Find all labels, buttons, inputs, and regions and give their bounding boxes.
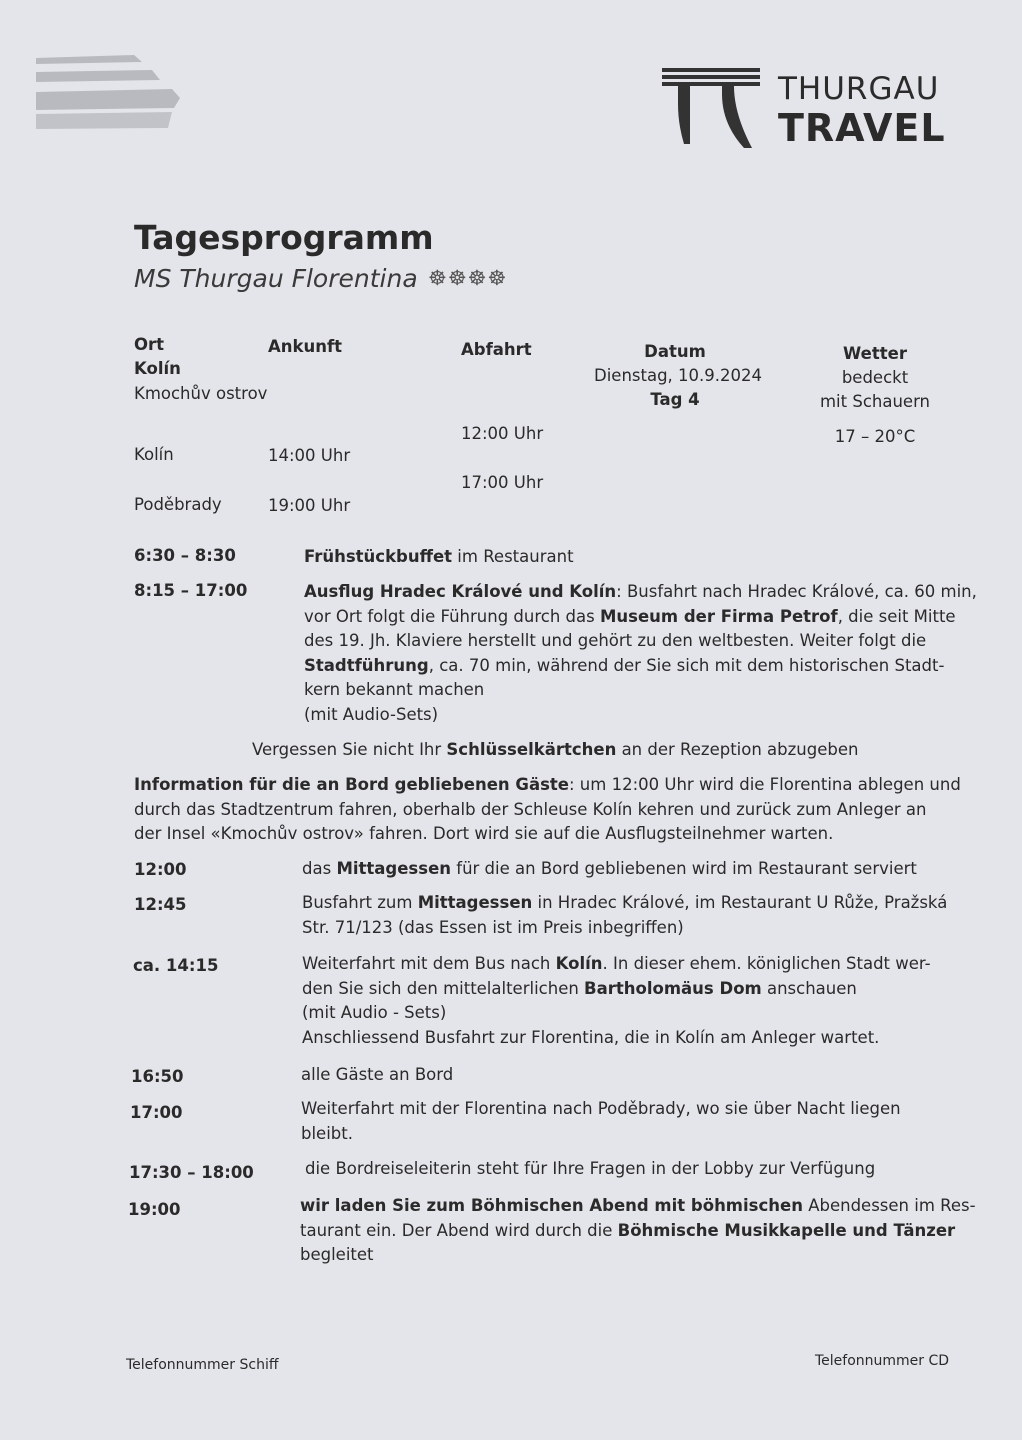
reminder-text: Vergessen Sie nicht Ihr [252, 740, 447, 759]
schedule-time: 17:30 – 18:00 [129, 1163, 254, 1182]
schedule-highlight: Ausflug Hradec Králové und Kolín [304, 582, 617, 601]
schedule-text: bleibt. [301, 1123, 353, 1143]
schedule-time: ca. 14:15 [133, 956, 219, 975]
info-heading: Information für die an Bord gebliebenen Gäste [134, 775, 569, 794]
schedule-description [302, 952, 931, 1050]
reminder-text: an der Rezeption abzugeben [616, 740, 859, 759]
brand-name [778, 71, 946, 150]
schedule-time: 8:15 – 17:00 [134, 581, 248, 600]
schedule-text: (mit Audio - Sets) [302, 1003, 447, 1022]
schedule-text: anschauen [761, 978, 857, 998]
schedule-text: . In dieser ehem. königlichen Stadt wer- [602, 954, 931, 973]
schedule-text: die Bordreiseleiterin steht für Ihre Fragen in der Lobby zur Verfügung [305, 1159, 876, 1178]
wetter-line-2: mit Schauern [819, 392, 931, 411]
brand-line-2: TRAVEL [778, 106, 946, 150]
schedule-time: 19:00 [128, 1200, 181, 1219]
schedule-description [302, 857, 917, 882]
ort-cell: Kmochův ostrov [134, 384, 268, 403]
schedule-time: 12:00 [134, 860, 187, 879]
schedule-text: Busfahrt zum [302, 893, 418, 912]
schedule-highlight: Mittagessen [336, 859, 452, 878]
schedule-text: taurant ein. Der Abend wird durch die [300, 1220, 618, 1240]
thurgau-travel-logo-icon [660, 64, 770, 150]
ship-name: MS Thurgau Florentina [134, 264, 418, 293]
schedule-text: Anschliessend Busfahrt zur Florentina, die in Kolín am Anleger wartet. [302, 1027, 880, 1047]
schedule-text: des 19. Jh. Klaviere herstellt und gehört zu den weltbesten. Weiter folgt die [304, 631, 927, 650]
keycard-reminder [252, 738, 858, 763]
ort-cell: Kolín [134, 445, 174, 464]
schedule-description [302, 891, 947, 940]
info-text: durch das Stadtzentrum fahren, oberhalb der Schleuse Kolín kehren und zurück zum Anleger an [134, 799, 927, 819]
schedule-time: 16:50 [131, 1067, 184, 1086]
abfahrt-cell: 17:00 Uhr [461, 473, 544, 492]
schedule-time: 12:45 [134, 895, 187, 914]
schedule-text: in Hradec Králové, im Restaurant U Růže, Pražská [532, 893, 948, 912]
schedule-highlight: Stadtführung [304, 655, 429, 675]
header-datum: Datum [644, 342, 706, 361]
header-wetter: Wetter [843, 344, 907, 363]
info-text: : um 12:00 Uhr wird die Florentina ablegen und [569, 775, 961, 794]
schedule-text: : Busfahrt nach Hradec Králové, ca. 60 min, [616, 582, 977, 601]
schedule-highlight: Museum der Firma Petrof [599, 606, 838, 626]
header-abfahrt: Abfahrt [461, 340, 532, 359]
schedule-text: für die an Bord gebliebenen wird im Restaurant serviert [451, 859, 917, 878]
footer-phone-ship: Telefonnummer Schiff [126, 1357, 279, 1373]
schedule-text: Abendessen im Res- [802, 1196, 976, 1215]
schedule-description [304, 580, 977, 727]
ankunft-cell: 14:00 Uhr [268, 446, 351, 465]
schedule-description [304, 545, 574, 570]
schedule-time: 17:00 [130, 1103, 183, 1122]
schedule-text: Weiterfahrt mit der Florentina nach Poděbrady, wo sie über Nacht liegen [301, 1099, 901, 1118]
brand-line-1: THURGAU [778, 71, 940, 107]
tag-value: Tag 4 [650, 390, 700, 409]
datum-value: Dienstag, 10.9.2024 [594, 366, 763, 385]
schedule-description [300, 1194, 976, 1268]
wetter-line-1: bedeckt [841, 368, 909, 387]
schedule-description [301, 1097, 901, 1146]
schedule-text: (mit Audio-Sets) [304, 704, 439, 724]
page-title: Tagesprogramm [134, 218, 434, 257]
schedule-highlight: Böhmische Musikkapelle und Tänzer [617, 1220, 956, 1240]
schedule-highlight: Kolín [555, 954, 603, 973]
header-ort: Ort [134, 335, 165, 354]
ship-logo-icon [34, 52, 182, 132]
schedule-text: das [302, 859, 337, 878]
ort-cell: Kolín [134, 359, 181, 378]
schedule-text: den Sie sich den mittelalterlichen [302, 978, 585, 998]
footer-phone-cd: Telefonnummer CD [815, 1353, 950, 1369]
info-text: der Insel «Kmochův ostrov» fahren. Dort wird sie auf die Ausflugsteilnehmer warten. [134, 824, 834, 843]
schedule-text: Weiterfahrt mit dem Bus nach [302, 954, 556, 973]
schedule-highlight: Bartholomäus Dom [584, 978, 762, 998]
ort-cell: Poděbrady [134, 495, 222, 514]
ankunft-cell: 19:00 Uhr [268, 496, 351, 515]
header-ankunft: Ankunft [268, 337, 343, 356]
schedule-text: , die seit Mitte [837, 606, 956, 626]
schedule-text: vor Ort folgt die Führung durch das [304, 606, 600, 626]
schedule-text: , ca. 70 min, während der Sie sich mit dem historischen Stadt- [428, 655, 945, 675]
rating-stars-icon: ☸☸☸☸ [428, 266, 508, 290]
schedule-text: Str. 71/123 (das Essen ist im Preis inbegriffen) [302, 917, 684, 937]
schedule-text: kern bekannt machen [304, 680, 485, 699]
onboard-info [134, 773, 961, 847]
temperatur-value: 17 – 20°C [834, 427, 916, 446]
schedule-highlight: wir laden Sie zum Böhmischen Abend mit böhmischen [300, 1196, 803, 1215]
reminder-highlight: Schlüsselkärtchen [446, 740, 617, 759]
schedule-highlight: Frühstückbuffet [304, 547, 453, 566]
schedule-text: im Restaurant [452, 547, 574, 566]
schedule-text: alle Gäste an Bord [301, 1065, 454, 1084]
schedule-time: 6:30 – 8:30 [134, 546, 236, 565]
schedule-highlight: Mittagessen [417, 893, 533, 912]
schedule-text: begleitet [300, 1245, 374, 1264]
abfahrt-cell: 12:00 Uhr [461, 424, 544, 443]
